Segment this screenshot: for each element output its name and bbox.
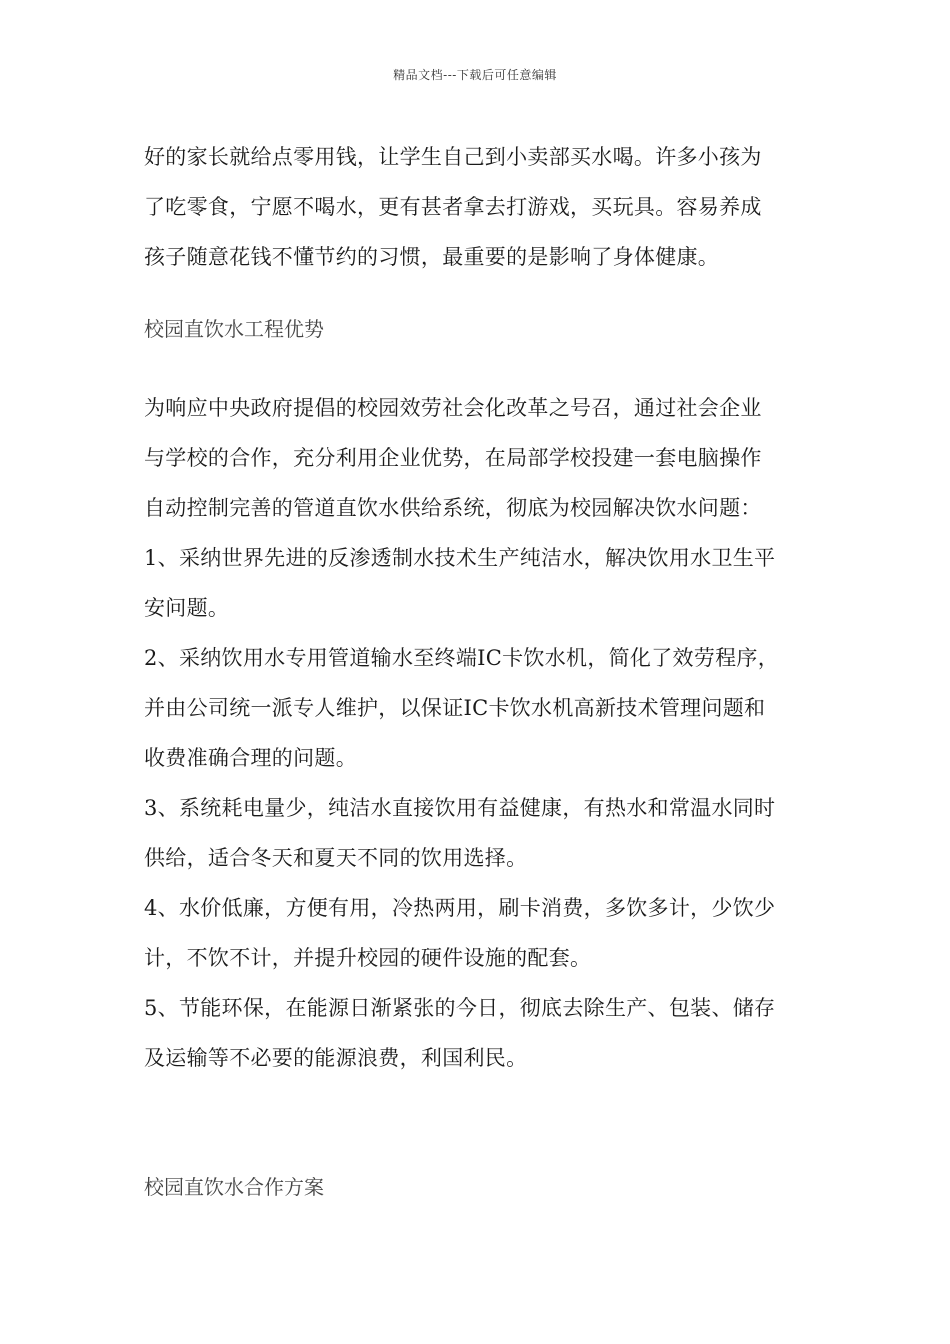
section-heading: 校园直饮水合作方案 <box>144 1175 324 1199</box>
intro-line: 孩子随意花钱不懂节约的习惯，最重要的是影响了身体健康。 <box>144 245 720 269</box>
intro-line: 了吃零食，宁愿不喝水，更有甚者拿去打游戏，买玩具。容易养成 <box>144 195 762 219</box>
section-heading: 校园直饮水工程优势 <box>144 317 324 341</box>
list-item-line: 2、采纳饮用水专用管道输水至终端IC卡饮水机，简化了效劳程序， <box>144 646 780 670</box>
list-item-line: 5、节能环保，在能源日渐紧张的今日，彻底去除生产、包装、储存 <box>144 996 776 1020</box>
spacer <box>144 1083 824 1133</box>
paragraph-line: 自动控制完善的管道直饮水供给系统，彻底为校园解决饮水问题： <box>144 496 762 520</box>
spacer <box>144 282 824 304</box>
list-item-line: 3、系统耗电量少，纯洁水直接饮用有益健康，有热水和常温水同时 <box>144 796 776 820</box>
list-item-line: 安问题。 <box>144 596 230 620</box>
paragraph-line: 为响应中央政府提倡的校园效劳社会化改革之号召，通过社会企业 <box>144 396 762 420</box>
paragraph-line: 与学校的合作，充分利用企业优势，在局部学校投建一套电脑操作 <box>144 446 762 470</box>
list-item-line: 计，不饮不计，并提升校园的硬件设施的配套。 <box>144 946 592 970</box>
list-item-line: 并由公司统一派专人维护，以保证IC卡饮水机高新技术管理问题和 <box>144 696 766 720</box>
list-item-line: 供给，适合冬天和夏天不同的饮用选择。 <box>144 846 528 870</box>
document-body <box>144 132 824 1212</box>
list-item-line: 4、水价低廉，方便有用，冷热两用，刷卡消费，多饮多计，少饮少 <box>144 896 776 920</box>
page-header: 精品文档---下载后可任意编辑 <box>393 68 557 82</box>
list-item-line: 及运输等不必要的能源浪费，利国利民。 <box>144 1046 528 1070</box>
spacer <box>144 1133 824 1162</box>
list-item-line: 1、采纳世界先进的反渗透制水技术生产纯洁水，解决饮用水卫生平 <box>144 546 776 570</box>
list-item-line: 收费准确合理的问题。 <box>144 746 357 770</box>
intro-line: 好的家长就给点零用钱，让学生自己到小卖部买水喝。许多小孩为 <box>144 145 762 169</box>
spacer <box>144 354 824 383</box>
